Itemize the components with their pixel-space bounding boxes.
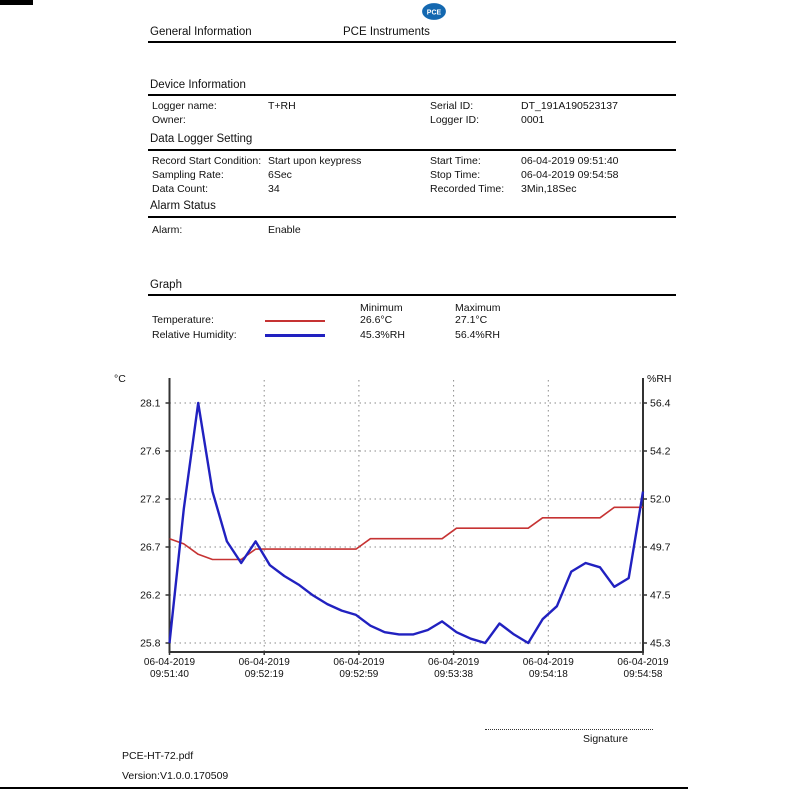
temperature-line-swatch bbox=[265, 320, 325, 322]
field-value: Start upon keypress bbox=[268, 155, 362, 167]
svg-text:28.1: 28.1 bbox=[140, 397, 161, 410]
field-value: Enable bbox=[268, 224, 301, 236]
svg-text:56.4: 56.4 bbox=[650, 397, 671, 410]
device-rule bbox=[148, 94, 676, 96]
svg-text:06-04-201909:52:59: 06-04-2019 09:52:59 bbox=[333, 657, 385, 680]
graph-rule bbox=[148, 294, 676, 296]
field-label: Serial ID: bbox=[430, 100, 474, 112]
svg-text:49.7: 49.7 bbox=[650, 541, 671, 554]
footer-version: Version:V1.0.0.170509 bbox=[122, 770, 229, 782]
header-rule bbox=[148, 41, 676, 43]
field-label: Record Start Condition: bbox=[152, 155, 262, 167]
field-label: Data Count: bbox=[152, 183, 209, 195]
field-label: Logger ID: bbox=[430, 114, 480, 126]
legend-label-humidity: Relative Humidity: bbox=[152, 329, 237, 341]
pce-logo-text: PCE bbox=[426, 9, 442, 17]
svg-text:06-04-201909:54:58: 06-04-2019 09:54:58 bbox=[617, 657, 669, 680]
humidity-line-swatch bbox=[265, 334, 325, 337]
humidity-min: 45.3%RH bbox=[360, 329, 405, 341]
svg-text:06-04-201909:54:18: 06-04-2019 09:54:18 bbox=[522, 657, 574, 680]
svg-text:06-04-201909:53:38: 06-04-2019 09:53:38 bbox=[428, 657, 480, 680]
brand-name: PCE Instruments bbox=[343, 26, 430, 38]
temperature-min: 26.6°C bbox=[360, 314, 393, 326]
signature-line bbox=[485, 729, 653, 730]
temperature-max: 27.1°C bbox=[455, 314, 488, 326]
page-top-left-mark bbox=[0, 0, 33, 5]
alarm-rule bbox=[148, 216, 676, 218]
field-label: Sampling Rate: bbox=[152, 169, 224, 181]
signature-label: Signature bbox=[583, 733, 628, 745]
field-value: 3Min,18Sec bbox=[521, 183, 577, 195]
field-value: 0001 bbox=[521, 114, 545, 126]
field-label: Logger name: bbox=[152, 100, 217, 112]
legend-label-temperature: Temperature: bbox=[152, 314, 214, 326]
svg-text:52.0: 52.0 bbox=[650, 493, 671, 506]
field-label: Stop Time: bbox=[430, 169, 481, 181]
legend-col-minimum: Minimum bbox=[360, 302, 403, 314]
field-value: 06-04-2019 09:51:40 bbox=[521, 155, 619, 167]
svg-text:25.8: 25.8 bbox=[140, 637, 161, 650]
section-title-data-logger-setting: Data Logger Setting bbox=[150, 133, 253, 145]
field-label: Alarm: bbox=[152, 224, 183, 236]
header-title: General Information bbox=[150, 26, 252, 38]
field-label: Owner: bbox=[152, 114, 186, 126]
field-label: Recorded Time: bbox=[430, 183, 505, 195]
field-value: T+RH bbox=[268, 100, 296, 112]
field-value: 6Sec bbox=[268, 169, 292, 181]
field-value: 34 bbox=[268, 183, 280, 195]
footer-filename: PCE-HT-72.pdf bbox=[122, 750, 194, 762]
section-title-alarm-status: Alarm Status bbox=[150, 200, 216, 212]
svg-text:%RH: %RH bbox=[647, 373, 672, 385]
svg-text:27.2: 27.2 bbox=[140, 493, 161, 506]
svg-text:°C: °C bbox=[114, 373, 126, 385]
legend-col-maximum: Maximum bbox=[455, 302, 501, 314]
section-title-device-information: Device Information bbox=[150, 79, 246, 91]
svg-text:47.5: 47.5 bbox=[650, 589, 671, 602]
svg-text:26.2: 26.2 bbox=[140, 589, 161, 602]
svg-text:26.7: 26.7 bbox=[140, 541, 161, 554]
field-value: DT_191A190523137 bbox=[521, 100, 618, 112]
settings-rule bbox=[148, 149, 676, 151]
svg-text:54.2: 54.2 bbox=[650, 445, 671, 458]
field-label: Start Time: bbox=[430, 155, 481, 167]
section-title-graph: Graph bbox=[150, 279, 182, 291]
svg-text:27.6: 27.6 bbox=[140, 445, 161, 458]
svg-text:06-04-201909:51:40: 06-04-2019 09:51:40 bbox=[143, 657, 196, 680]
humidity-max: 56.4%RH bbox=[455, 329, 500, 341]
field-value: 06-04-2019 09:54:58 bbox=[521, 169, 619, 181]
svg-text:06-04-201909:52:19: 06-04-2019 09:52:19 bbox=[238, 657, 290, 680]
page-bottom-rule bbox=[0, 787, 688, 789]
svg-text:45.3: 45.3 bbox=[650, 637, 671, 650]
